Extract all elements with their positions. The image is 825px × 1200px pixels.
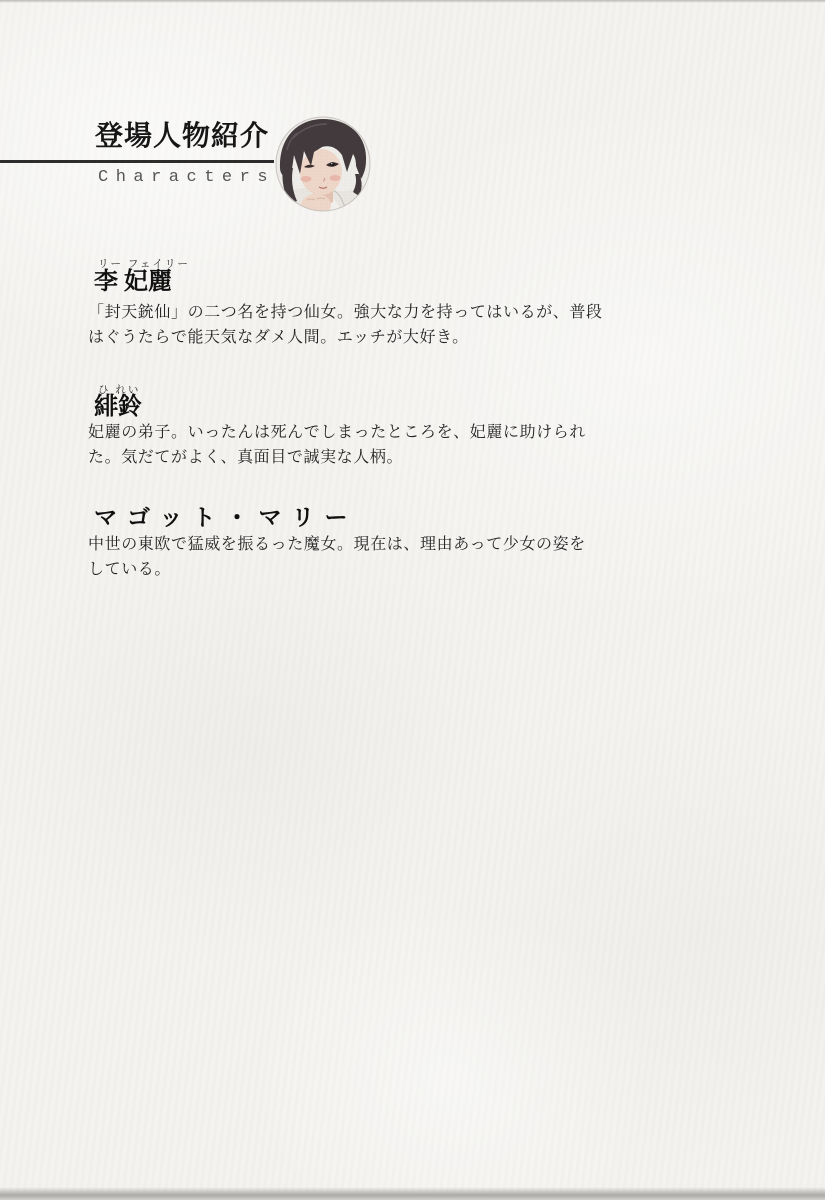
scan-top-edge: [0, 0, 825, 3]
page-title: 登場人物紹介: [95, 120, 270, 151]
character-name: マゴット・マリー: [94, 505, 358, 530]
character-description: [88, 300, 618, 350]
description-line: 中世の東欧で猛威を振るった魔女。現在は、理由あって少女の姿を: [88, 536, 586, 553]
description-line: している。: [88, 561, 172, 578]
description-line: はぐうたらで能天気なダメ人間。エッチが大好き。: [88, 329, 469, 346]
description-line: た。気だてがよく、真面目で誠実な人柄。: [88, 449, 404, 466]
character-name: 緋鈴: [94, 394, 142, 420]
character-furigana: ひ れい: [98, 384, 141, 396]
header-rule: [0, 160, 274, 163]
description-line: 妃麗の弟子。いったんは死んでしまったところを、妃麗に助けられ: [88, 424, 587, 441]
girl-portrait-icon: [275, 116, 371, 212]
character-name: 李 妃麗: [94, 269, 172, 295]
character-description: [88, 532, 618, 582]
character-description: [88, 420, 618, 470]
page-subtitle: Characters: [98, 168, 276, 187]
scan-bottom-edge: [0, 1187, 825, 1200]
character-furigana: リー フェイリー: [98, 258, 190, 270]
description-line: 「封天銃仙」の二つ名を持つ仙女。強大な力を持ってはいるが、普段: [88, 304, 603, 321]
